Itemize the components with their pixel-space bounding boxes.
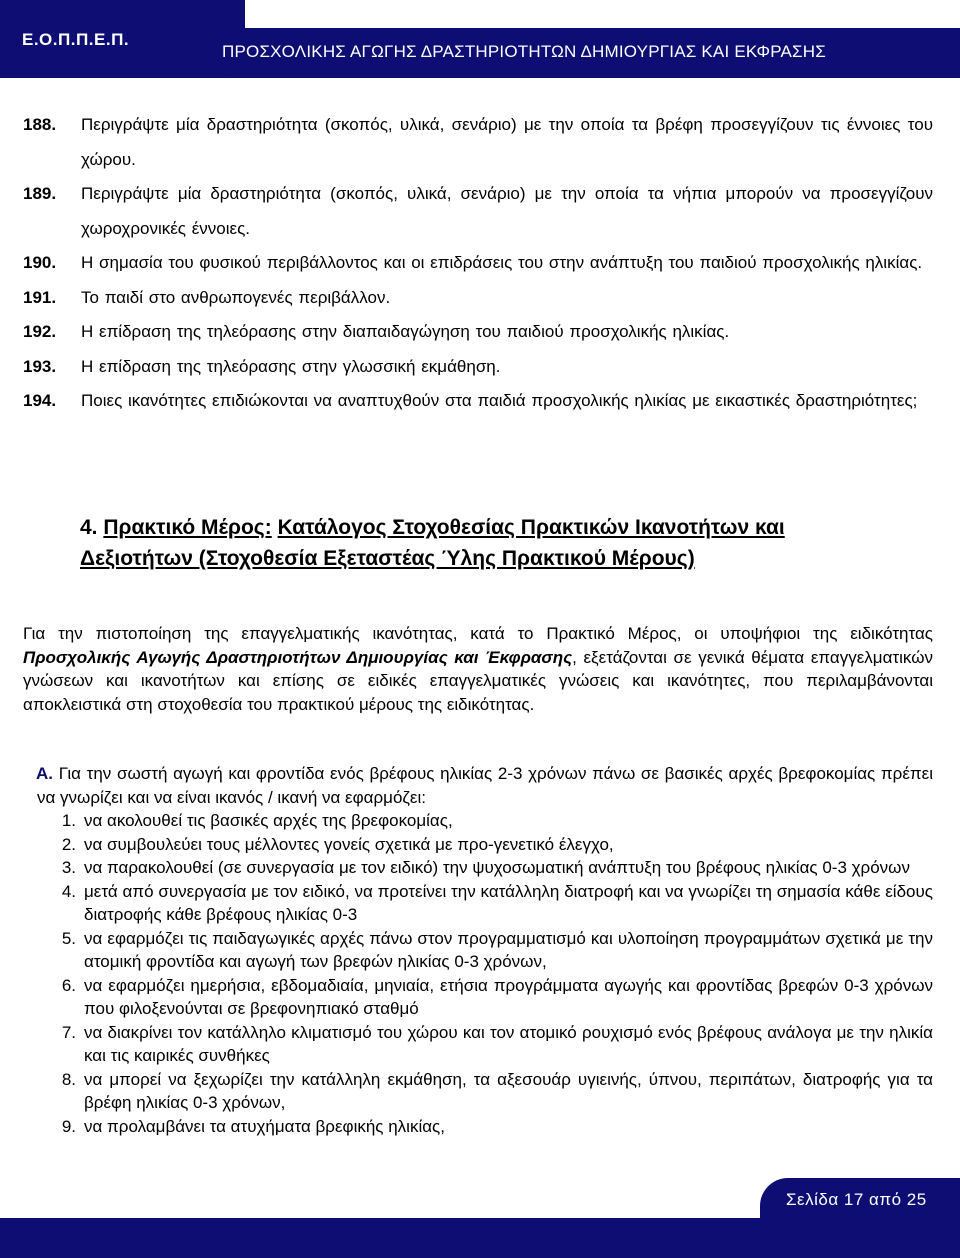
part-a-lead-text: Για την σωστή αγωγή και φροντίδα ενός βρέφους ηλικίας 2-3 χρόνων πάνω σε βασικές αρχές βρεφοκομίας πρέπει να γνωρίζει και να είναι ικανός / ικανή να εφαρμόζει: — [37, 764, 933, 807]
question-item — [23, 350, 933, 385]
question-number: 192. — [23, 322, 57, 341]
list-item-number: 1. — [61, 811, 76, 830]
list-item-text: να προλαμβάνει τα ατυχήματα βρεφικής ηλικίας, — [84, 1116, 445, 1136]
organization-name: Ε.Ο.Π.Π.Ε.Π. — [22, 30, 130, 49]
list-item-text: να συμβουλεύει τους μέλλοντες γονείς σχετικά με προ-γενετικό έλεγχο, — [84, 834, 614, 854]
list-item-number: 9. — [61, 1116, 76, 1136]
intro-specialty: Προσχολικής Αγωγής Δραστηριοτήτων Δημιουργίας και Έκφρασης — [23, 647, 573, 667]
question-item — [23, 384, 933, 419]
list-item-number: 5. — [61, 928, 76, 948]
question-text: Περιγράψτε μία δραστηριότητα (σκοπός, υλικά, σενάριο) με την οποία τα βρέφη προσεγγίζουν τις έννοιες του χώρου. — [81, 115, 933, 169]
section-title-part1: Πρακτικό Μέρος: — [103, 516, 272, 539]
question-text: Η σημασία του φυσικού περιβάλλοντος και οι επιδράσεις του στην ανάπτυξη του παιδιού προσχολικής ηλικίας. — [81, 253, 923, 272]
specialty-title: ΠΡΟΣΧΟΛΙΚΗΣ ΑΓΩΓΗΣ ΔΡΑΣΤΗΡΙΟΤΗΤΩΝ ΔΗΜΙΟΥΡΓΙΑΣ ΚΑΙ ΕΚΦΡΑΣΗΣ — [222, 42, 826, 61]
list-item — [37, 833, 933, 857]
question-number: 190. — [23, 253, 57, 272]
list-item — [37, 1115, 933, 1139]
header-cutout — [245, 0, 960, 28]
question-number: 194. — [23, 391, 57, 410]
list-item — [37, 1021, 933, 1068]
page-header — [0, 0, 960, 80]
question-item — [23, 281, 933, 316]
list-item-text: να εφαρμόζει τις παιδαγωγικές αρχές πάνω στον προγραμματισμό και υλοποίηση προγραμμάτων σχετικά με την ατομική φροντίδα και αγωγή των βρεφών ηλικίας 0-3 χρόνων, — [84, 928, 933, 971]
section-number: 4. — [80, 516, 98, 539]
list-item-text: να μπορεί να ξεχωρίζει την κατάλληλη εκμάθηση, τα αξεσουάρ υγιεινής, ύπνου, περιπάτων, διατροφής για τα βρέφη ηλικίας 0-3 χρόνων, — [84, 1069, 933, 1112]
question-text: Περιγράψτε μία δραστηριότητα (σκοπός, υλικά, σενάριο) με την οποία τα νήπια μπορούν να προσεγγίζουν χωροχρονικές έννοιες. — [81, 184, 933, 238]
part-a-lead — [37, 762, 933, 809]
list-item — [37, 856, 933, 880]
list-item — [37, 880, 933, 927]
footer-cutout — [0, 1178, 760, 1218]
list-item — [37, 974, 933, 1021]
question-text: Το παιδί στο ανθρωπογενές περιβάλλον. — [81, 287, 391, 307]
part-a-items — [37, 809, 933, 1138]
section-title-part2: Κατάλογος Στοχοθεσίας Πρακτικών Ικανοτήτων και Δεξιοτήτων (Στοχοθεσία Εξεταστέας Ύλης Πρακτικού Μέρους) — [80, 516, 785, 570]
list-item-text: να εφαρμόζει ημερήσια, εβδομαδιαία, μηνιαία, ετήσια προγράμματα αγωγής και φροντίδας βρεφών 0-3 χρόνων που φιλοξενούνται σε βρεφονηπιακό σταθμό — [84, 975, 933, 1018]
list-item-text: μετά από συνεργασία με τον ειδικό, να προτείνει την κατάλληλη διατροφή και να γνωρίζει τη σημασία κάθε είδους διατροφής κάθε βρέφους ηλικίας 0-3 — [84, 881, 933, 924]
section-title — [80, 512, 880, 574]
intro-after: , εξετάζονται σε γενικά θέματα επαγγελματικών γνώσεων και ικανοτήτων και επίσης σε ειδικές επαγγελματικές γνώσεις και ικανότητες, που περιλαμβάνονται αποκλειστικά στη στοχοθεσία του πρακτικού μέρους της ειδικότητας. — [23, 647, 933, 714]
question-item — [23, 315, 933, 350]
question-text: Η επίδραση της τηλεόρασης στην διαπαιδαγώγηση του παιδιού προσχολικής ηλικίας. — [81, 322, 730, 341]
part-a-letter: Α. — [36, 764, 53, 783]
list-item — [37, 927, 933, 974]
list-item-text: να διακρίνει τον κατάλληλο κλιματισμό του χώρου και τον ατομικό ρουχισμό ενός βρέφους ανάλογα με την ηλικία και τις καιρικές συνθήκες — [84, 1022, 933, 1065]
list-item-number: 3. — [61, 858, 76, 877]
list-item-number: 6. — [61, 975, 76, 995]
question-number: 188. — [23, 115, 57, 134]
part-a — [37, 762, 933, 1138]
question-item — [23, 177, 933, 246]
question-text: Η επίδραση της τηλεόρασης στην γλωσσική εκμάθηση. — [81, 356, 501, 376]
question-item — [23, 108, 933, 177]
list-item-number: 4. — [61, 881, 76, 901]
page-number: Σελίδα 17 από 25 — [786, 1190, 927, 1209]
question-list — [23, 108, 933, 419]
question-number: 189. — [23, 184, 57, 203]
question-text: Ποιες ικανότητες επιδιώκονται να αναπτυχθούν στα παιδιά προσχολικής ηλικίας με εικαστικές δραστηριότητες; — [81, 391, 918, 410]
question-item — [23, 246, 933, 281]
list-item — [37, 1068, 933, 1115]
list-item-number: 8. — [61, 1069, 76, 1089]
list-item-number: 7. — [61, 1022, 76, 1042]
intro-paragraph — [23, 622, 933, 716]
list-item-text: να ακολουθεί τις βασικές αρχές της βρεφοκομίας, — [84, 811, 453, 830]
question-number: 193. — [23, 356, 57, 376]
list-item-text: να παρακολουθεί (σε συνεργασία με τον ειδικό) την ψυχοσωματική ανάπτυξη του βρέφους ηλικίας 0-3 χρόνων — [84, 858, 910, 877]
question-number: 191. — [23, 287, 57, 307]
intro-before: Για την πιστοποίηση της επαγγελματικής ικανότητας, κατά το Πρακτικό Μέρος, οι υποψήφιοι της ειδικότητας — [23, 624, 933, 643]
list-item-number: 2. — [61, 834, 76, 854]
list-item — [37, 809, 933, 833]
